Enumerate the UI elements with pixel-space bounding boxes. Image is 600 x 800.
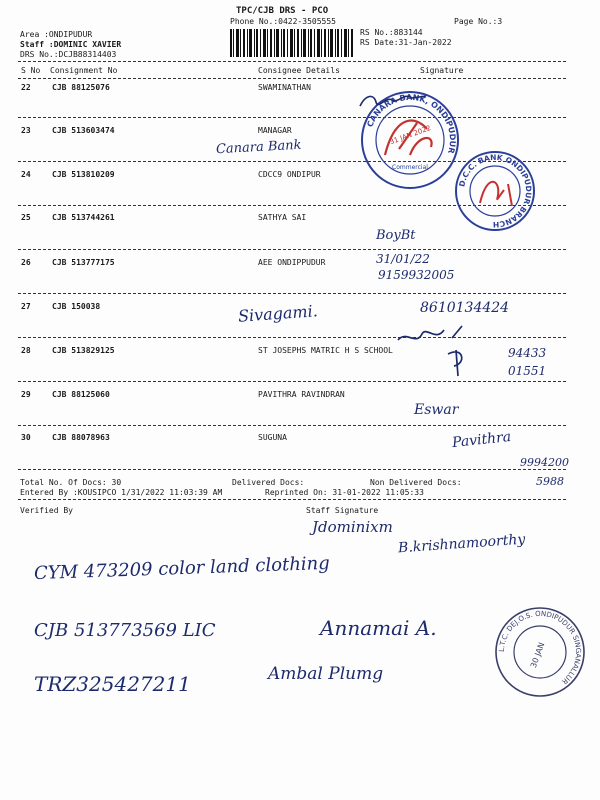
row-consignment: CJB 88078963 — [52, 433, 110, 442]
divider — [18, 469, 566, 470]
table-row — [0, 258, 600, 268]
canara-stamp-text: CANARA BANK, ONDIPUDUR — [365, 92, 458, 155]
signature-row-30: Pavithra — [451, 428, 512, 452]
delivered-docs: Delivered Docs: — [232, 478, 305, 487]
handwritten-line-1: CYM 473209 color land clothing — [33, 552, 331, 585]
row-consignment: CJB 513829125 — [52, 346, 115, 355]
canara-stamp-subtext: Commercial — [392, 164, 428, 171]
divider — [18, 293, 566, 294]
divider — [18, 117, 566, 118]
non-delivered-docs: Non Delivered Docs: — [370, 478, 462, 487]
page-number: Page No.:3 — [454, 17, 503, 26]
row-consignment: CJB 88125060 — [52, 390, 110, 399]
signature-row-25: BoyBt — [376, 228, 416, 243]
divider — [18, 61, 566, 62]
area-label: Area :ONDIPUDUR — [20, 30, 93, 39]
row-consignment: CJB 150038 — [52, 302, 101, 311]
signature-row-23: Canara Bank — [215, 137, 302, 158]
phone-row-27: 8610134424 — [420, 300, 510, 316]
row-sno: 23 — [21, 126, 31, 135]
table-row — [0, 83, 600, 93]
rs-date: RS Date:31-Jan-2022 — [360, 38, 452, 47]
reprinted-on: Reprinted On: 31-01-2022 11:05:33 — [265, 488, 424, 497]
total-docs: Total No. Of Docs: 30 — [20, 478, 122, 487]
signature-row-28 — [392, 316, 472, 380]
phone-row-26: 9159932005 — [378, 268, 455, 282]
table-row — [0, 390, 600, 400]
row-consignee: SUGUNA — [258, 433, 287, 442]
signature-row-29: Eswar — [414, 402, 459, 418]
table-row — [0, 126, 600, 136]
doc-title: TPC/CJB DRS - PCO — [236, 6, 329, 16]
row-sno: 28 — [21, 346, 31, 355]
phone-row-30: 9994200 — [520, 456, 569, 469]
phone-row-28b: 01551 — [508, 364, 547, 378]
staff-signature-label: Staff Signature — [306, 506, 379, 515]
drs-number: DRS No.:DCJB88314403 — [20, 50, 117, 59]
entered-by: Entered By :KOUSIPCO 1/31/2022 11:03:39 AM — [20, 488, 223, 497]
dcc-stamp-text: D.C.C. BANK ONDIPUDUR BRANCH — [457, 152, 534, 230]
date-stamp: 31 JAN 2022 — [388, 123, 432, 147]
ltc-stamp-text: L.T.C. DEJ.O.S. ONDIPUDUR SINGANALLUR — [497, 609, 583, 686]
handwritten-line-3-name: Ambal Plumg — [268, 664, 384, 684]
row-consignee: CDCC9 ONDIPUR — [258, 170, 321, 179]
divider — [18, 499, 566, 500]
row-consignment: CJB 513810209 — [52, 170, 115, 179]
signature-row-27: Sivagami. — [237, 301, 319, 326]
row-sno: 29 — [21, 390, 31, 399]
handwritten-line-2-name: Annamai A. — [320, 616, 437, 640]
signature-row-22 — [356, 88, 436, 118]
date-row-26: 31/01/22 — [376, 252, 430, 266]
divider — [18, 78, 566, 79]
ltc-center-text: 30 JAN — [528, 641, 547, 670]
row-consignee: SATHYA SAI — [258, 213, 307, 222]
row-consignee: MANAGAR — [258, 126, 292, 135]
divider — [18, 425, 566, 426]
phone-number: Phone No.:0422-3505555 — [230, 17, 336, 26]
row-consignment: CJB 513744261 — [52, 213, 115, 222]
dcc-bank-stamp — [452, 148, 538, 234]
non-delivered-count: 5988 — [536, 475, 564, 488]
handwritten-line-2: CJB 513773569 LIC — [34, 620, 216, 641]
staff-label: Staff :DOMINIC XAVIER — [20, 40, 122, 49]
rs-number: RS No.:883144 — [360, 28, 423, 37]
ltc-stamp — [492, 604, 588, 700]
staff-name-handwritten: B.krishnamoorthy — [397, 531, 526, 557]
col-sno: S No — [21, 66, 41, 75]
row-consignee: PAVITHRA RAVINDRAN — [258, 390, 345, 399]
divider — [18, 249, 566, 250]
row-sno: 30 — [21, 433, 31, 442]
staff-signature: Jdominixm — [312, 518, 393, 536]
divider — [18, 337, 566, 338]
divider — [18, 381, 566, 382]
col-consignee: Consignee Details — [258, 66, 340, 75]
phone-row-28: 94433 — [508, 346, 547, 360]
barcode — [230, 29, 354, 57]
row-sno: 26 — [21, 258, 31, 267]
row-sno: 27 — [21, 302, 31, 311]
col-consignment: Consignment No — [50, 66, 118, 75]
row-sno: 24 — [21, 170, 31, 179]
row-consignee: SWAMINATHAN — [258, 83, 311, 92]
col-signature: Signature — [420, 66, 464, 75]
row-sno: 22 — [21, 83, 31, 92]
handwritten-line-3: TRZ325427211 — [34, 672, 191, 696]
row-consignee: ST JOSEPHS MATRIC H S SCHOOL — [258, 346, 393, 355]
svg-text:D.C.C. BANK ONDIPUDUR BRANCH — [457, 153, 533, 229]
row-consignee: AEE ONDIPPUDUR — [258, 258, 326, 267]
row-consignment: CJB 513603474 — [52, 126, 115, 135]
row-consignment: CJB 513777175 — [52, 258, 115, 267]
row-sno: 25 — [21, 213, 31, 222]
row-consignment: CJB 88125076 — [52, 83, 110, 92]
verified-by: Verified By — [20, 506, 73, 515]
